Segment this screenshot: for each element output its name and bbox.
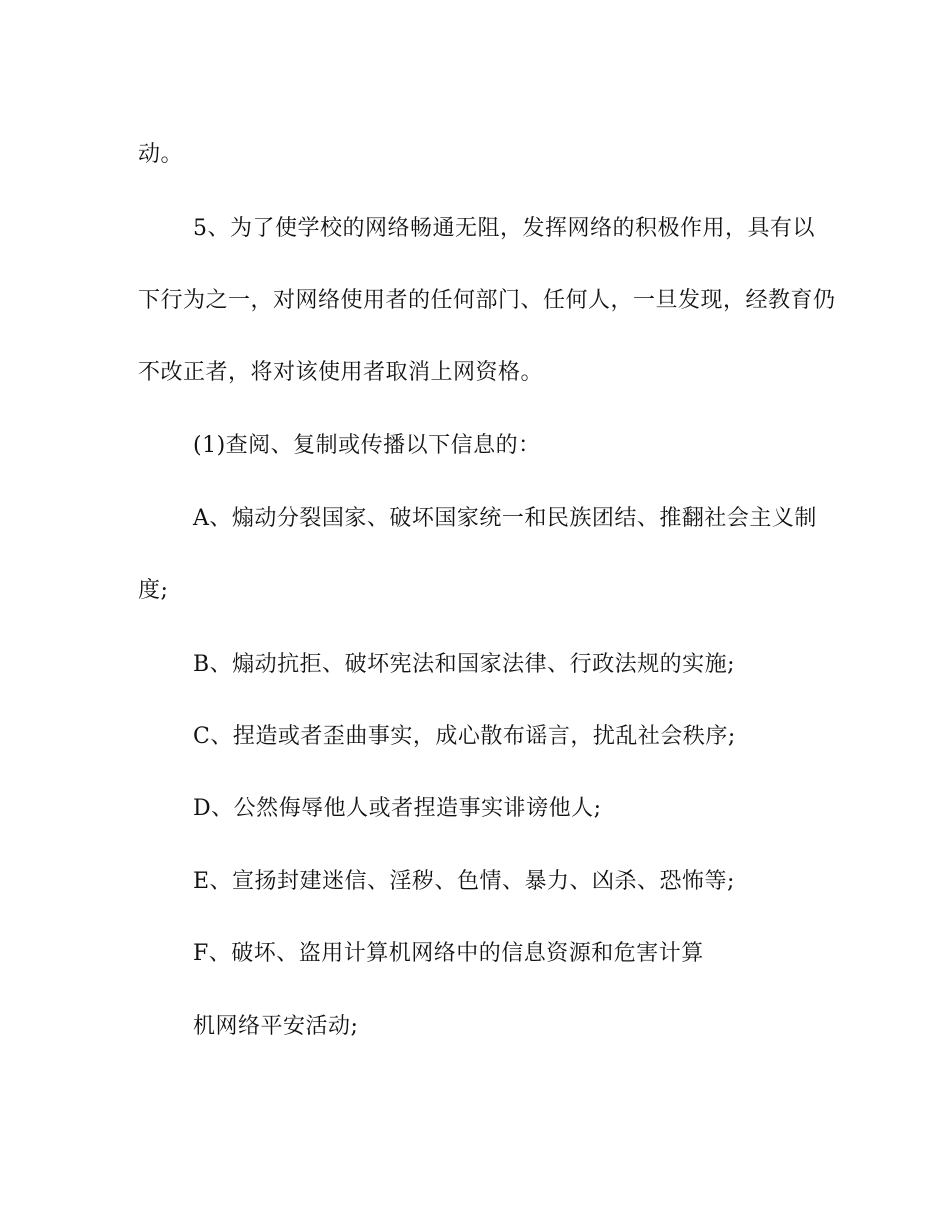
text-line-clause-f-start: F、破坏、盗用计算机网络中的信息资源和危害计算 <box>193 941 704 966</box>
text-line-clause-e: E、宣扬封建迷信、淫秽、色情、暴力、凶杀、恐怖等; <box>193 869 735 894</box>
text-line-subitem-1: (1)查阅、复制或传播以下信息的： <box>193 433 541 458</box>
text-line-clause-f-end: 机网络平安活动; <box>193 1014 359 1039</box>
text-line-clause-b: B、煽动抗拒、破坏宪法和国家法律、行政法规的实施; <box>193 652 736 677</box>
text-line-clause-d: D、公然侮辱他人或者捏造事实诽谤他人; <box>193 796 602 821</box>
text-line-item-5-middle: 下行为之一，对网络使用者的任何部门、任何人，一旦发现，经教育仍 <box>138 288 836 313</box>
text-line-clause-c: C、捏造或者歪曲事实，成心散布谣言，扰乱社会秩序; <box>193 724 736 749</box>
text-line-clause-a-start: A、煽动分裂国家、破坏国家统一和民族团结、推翻社会主义制 <box>193 506 817 531</box>
text-line-item-5-start: 5、为了使学校的网络畅通无阻，发挥网络的积极作用，具有以 <box>193 216 815 241</box>
text-line-continuation: 动。 <box>138 142 184 167</box>
text-line-clause-a-end: 度; <box>138 578 169 603</box>
text-line-item-5-end: 不改正者，将对该使用者取消上网资格。 <box>138 360 544 385</box>
